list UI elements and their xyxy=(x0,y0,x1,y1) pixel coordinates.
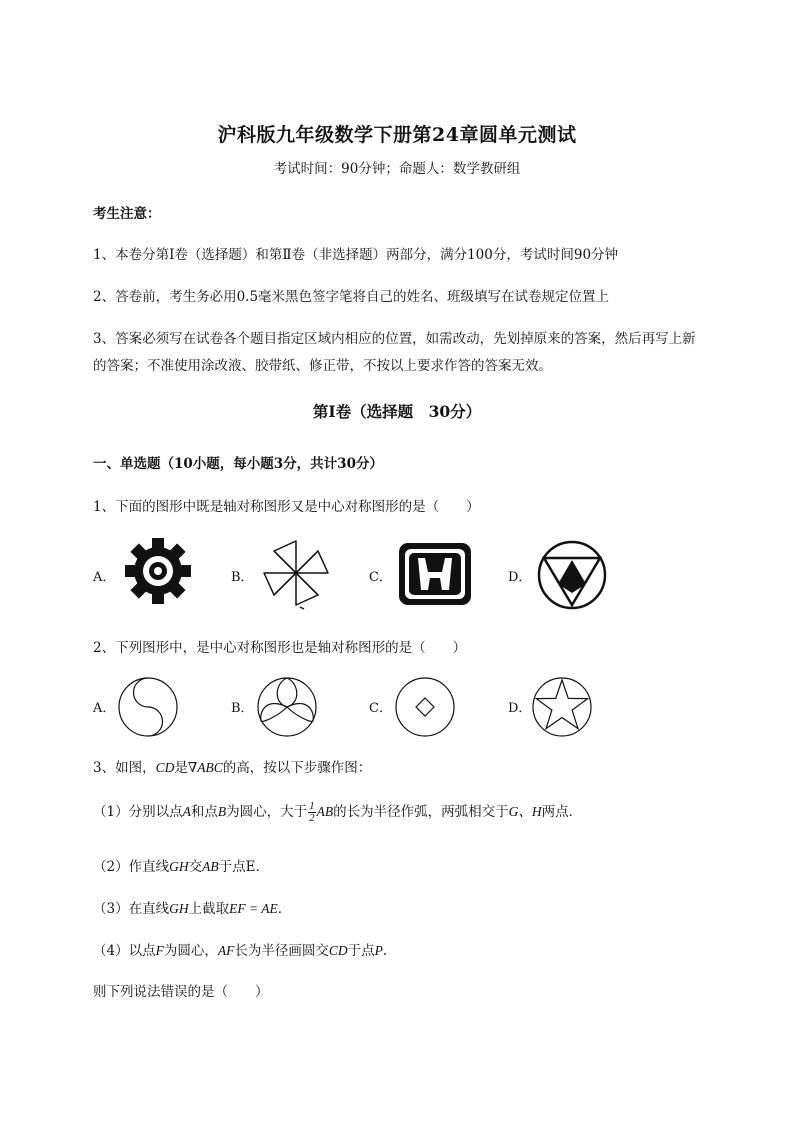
q3-intro-suffix: 的高，按以下步骤作图： xyxy=(222,760,372,776)
page-subtitle: 考试时间：90分钟；命题人：数学教研组 xyxy=(273,161,521,177)
q3-s2-text-c: 于点E． xyxy=(218,859,269,875)
diamond-in-circle-icon xyxy=(393,675,457,739)
q3-segment-cd: CD xyxy=(155,760,175,775)
q3-s3-equation: EF = AE xyxy=(229,901,278,916)
q3-s4-point-p: P xyxy=(374,943,383,958)
q3-s3-text-c: ． xyxy=(277,901,292,917)
q3-s4-text-d: 于点 xyxy=(347,943,375,959)
yin-yang-circle-icon xyxy=(116,675,180,739)
q3-s1-point-a: A xyxy=(182,804,191,819)
q2-option-d-label: D． xyxy=(508,701,532,716)
pinwheel-icon xyxy=(260,537,332,613)
q3-step-1 xyxy=(93,800,582,824)
q3-s2-line-gh: GH xyxy=(169,859,189,874)
star-in-circle-icon xyxy=(530,675,594,739)
q3-s1-text-a: （1）分别以点 xyxy=(93,804,183,820)
gear-icon xyxy=(122,535,194,607)
q3-s2-text-a: （2）作直线 xyxy=(93,859,170,875)
q2-option-b-label: B． xyxy=(231,701,254,716)
q3-s4-segment-cd: CD xyxy=(328,943,348,958)
q3-s4-segment-af: AF xyxy=(217,943,235,958)
honda-logo-icon xyxy=(396,540,474,608)
q3-triangle-abc: ∇ABC xyxy=(187,760,223,775)
q3-s2-text-b: 交 xyxy=(188,859,203,875)
q1-option-b-label: B． xyxy=(231,570,254,585)
q3-s1-text-c: 为圆心，大于 xyxy=(226,804,308,820)
q1-option-d-label: D． xyxy=(508,570,532,585)
q3-s3-text-b: 上截取 xyxy=(188,901,230,917)
q3-s4-point-f: F xyxy=(155,943,164,958)
q3-intro-mid: 是 xyxy=(174,760,188,776)
q3-question-ask: 则下列说法错误的是（ ） xyxy=(93,984,269,1000)
question-1-text: 1、下面的图形中既是轴对称图形又是中心对称图形的是（ ） xyxy=(93,499,480,515)
q1-option-a-label: A． xyxy=(93,570,116,585)
q3-s4-text-c: 长为半径画圆交 xyxy=(234,943,329,959)
page-title: 沪科版九年级数学下册第24章圆单元测试 xyxy=(217,124,577,146)
part-heading: 一、单选题（10小题，每小题3分，共计30分） xyxy=(93,456,383,472)
q3-step-2 xyxy=(93,855,269,875)
q3-intro-prefix: 3、如图， xyxy=(93,760,156,776)
q3-s1-text-e: 两点． xyxy=(541,804,583,820)
notice-heading: 考生注意： xyxy=(93,206,161,222)
q3-s1-fraction xyxy=(308,801,316,824)
q3-s1-fraction-numerator: 1 xyxy=(309,800,315,812)
section-title: 第I卷（选择题 30分） xyxy=(312,402,482,421)
question-3-intro xyxy=(93,756,371,776)
triangle-in-circle-icon xyxy=(536,539,608,611)
q3-s1-segment-ab: AB xyxy=(316,804,334,819)
q3-s4-text-a: （4）以点 xyxy=(93,943,156,959)
q3-s2-segment-ab: AB xyxy=(202,859,219,874)
q3-step-4 xyxy=(93,939,387,959)
q3-s1-text-b: 和点 xyxy=(190,804,218,820)
question-2-text: 2、下列图形中，是中心对称图形也是轴对称图形的是（ ） xyxy=(93,640,467,656)
notice-item-3: 3、答案必须写在试卷各个题目指定区域内相应的位置，如需改动，先划掉原来的答案，然后再写上新 xyxy=(93,331,696,347)
q1-option-c-label: C． xyxy=(369,570,392,585)
three-petal-circle-icon xyxy=(255,675,319,739)
notice-item-1: 1、本卷分第I卷（选择题）和第Ⅱ卷（非选择题）两部分，满分100分，考试时间90分钟 xyxy=(93,247,619,263)
q3-s1-fraction-denominator: 2 xyxy=(309,812,315,824)
q2-option-a-label: A． xyxy=(93,701,116,716)
notice-item-2: 2、答卷前，考生务必用0.5毫米黑色签字笔将自己的姓名、班级填写在试卷规定位置上 xyxy=(93,289,610,305)
q3-step-3 xyxy=(93,897,291,917)
q3-s1-text-d: 的长为半径作弧，两弧相交于 xyxy=(333,804,509,820)
q3-s4-text-b: 为圆心， xyxy=(163,943,218,959)
q3-s1-point-b: B xyxy=(217,804,227,819)
q3-s4-text-e: . xyxy=(382,943,388,959)
q3-s3-text-a: （3）在直线 xyxy=(93,901,170,917)
notice-item-3-cont: 的答案；不准使用涂改液、胶带纸、修正带，不按以上要求作答的答案无效。 xyxy=(93,358,552,374)
q2-option-c-label: C． xyxy=(369,701,392,716)
q3-s3-line-gh: GH xyxy=(169,901,189,916)
q3-s1-points-gh: G、H xyxy=(508,804,542,819)
